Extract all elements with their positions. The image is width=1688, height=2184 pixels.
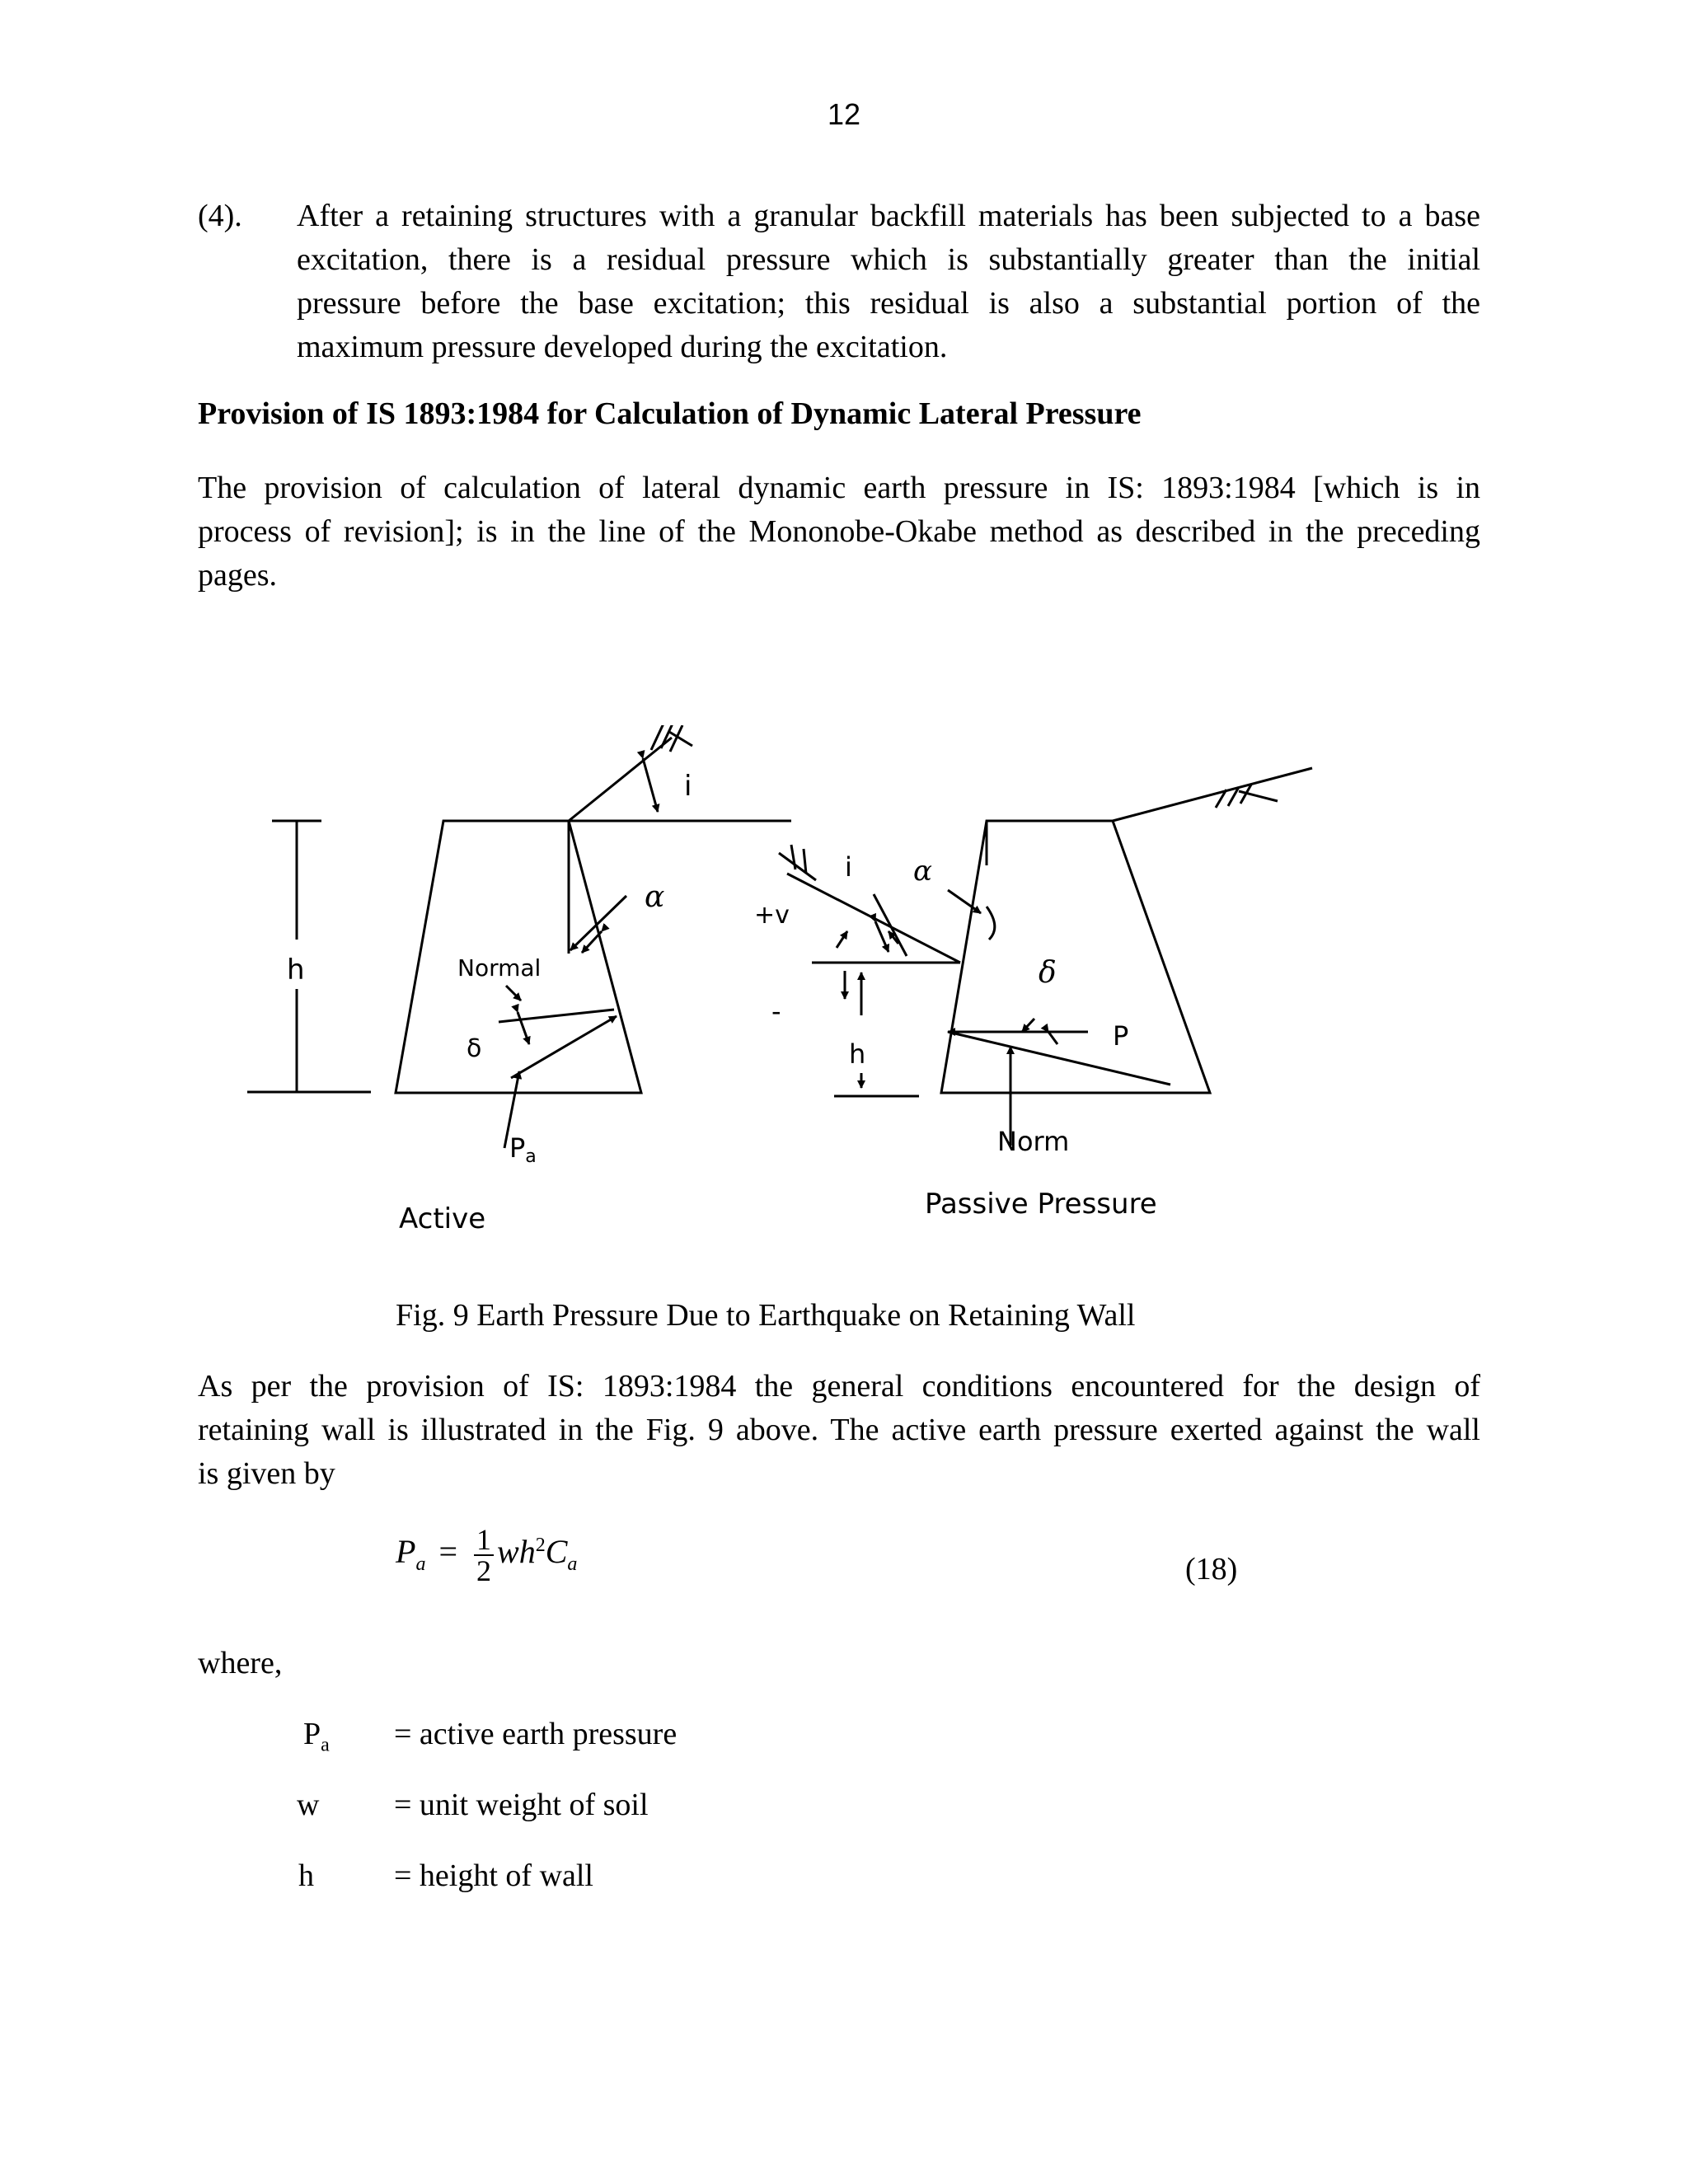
- passive-p-label: P: [1113, 1020, 1129, 1052]
- passive-h-label: h: [849, 1038, 866, 1070]
- passive-plus-v-label: +v: [754, 901, 790, 930]
- definition-text: = active earth pressure: [394, 1717, 678, 1751]
- pa-arrow: [511, 1016, 617, 1078]
- retaining-wall-figure: [0, 725, 1688, 1253]
- list-item-line: After a retaining structures with a granular backfill materials has been subjected to a base: [297, 199, 1480, 233]
- intro-paragraph: [198, 466, 1480, 598]
- paragraph-line: process of revision]; is in the line of the Mononobe-Okabe method as described in the preceding: [198, 514, 1480, 549]
- passive-delta-pointer: [1022, 1019, 1034, 1032]
- eq-lhs: P: [396, 1533, 416, 1571]
- passive-caption: Passive Pressure: [925, 1188, 1157, 1221]
- list-item-line: excitation, there is a residual pressure which is substantially greater than the initial: [297, 242, 1480, 277]
- eq-frac-num: 1: [474, 1525, 494, 1556]
- active-caption: Active: [399, 1202, 486, 1235]
- paragraph-2: [198, 1365, 1480, 1496]
- eq-c: C: [545, 1533, 568, 1571]
- paragraph-line: As per the provision of IS: 1893:1984 the general conditions encountered for the design of: [198, 1369, 1480, 1404]
- eq-h: h: [518, 1533, 536, 1571]
- passive-pointer-1: [837, 931, 847, 948]
- paragraph-line: is given by: [198, 1456, 335, 1491]
- page-number: 12: [827, 97, 861, 131]
- active-height-dimension: [247, 821, 371, 1092]
- passive-norm-label: Norm: [997, 1126, 1070, 1157]
- eq-c-sub: a: [567, 1554, 578, 1576]
- active-pa-label: Pa: [509, 1132, 537, 1167]
- eq-lhs-sub: a: [415, 1554, 426, 1576]
- paragraph-line: retaining wall is illustrated in the Fig. 9 above. The active earth pressure exerted against the wall: [198, 1413, 1480, 1447]
- list-item-line: maximum pressure developed during the excitation.: [297, 330, 948, 364]
- passive-ground-line: [787, 874, 960, 963]
- active-alpha-label: α: [645, 880, 665, 914]
- eq-equals: =: [438, 1533, 457, 1571]
- equation-number: (18): [1185, 1552, 1238, 1586]
- passive-minus-label: -: [771, 996, 781, 1027]
- paragraph-line: The provision of calculation of lateral dynamic earth pressure in IS: 1893:1984 [which is in: [198, 471, 1480, 505]
- where-label: where,: [198, 1646, 283, 1680]
- active-h-label: h: [287, 954, 305, 987]
- passive-hatch: [1216, 785, 1278, 808]
- passive-alpha-arc: [987, 907, 995, 940]
- passive-alpha-label: α: [913, 855, 932, 888]
- equation-18: [396, 1525, 577, 1586]
- passive-plane-line: [874, 894, 907, 956]
- list-item-line: pressure before the base excitation; this residual is also a substantial portion of the: [297, 286, 1480, 321]
- normal-line: [499, 1010, 614, 1022]
- active-i-label: i: [684, 770, 692, 803]
- passive-pressure-line: [948, 1032, 1170, 1085]
- definition-text: = unit weight of soil: [394, 1788, 649, 1822]
- active-delta-label: δ: [467, 1034, 482, 1063]
- passive-i-label: i: [845, 851, 852, 883]
- list-item-text: [297, 194, 1480, 369]
- figure-caption: Fig. 9 Earth Pressure Due to Earthquake on Retaining Wall: [396, 1298, 1136, 1333]
- alpha-pointer-arrow: [570, 896, 626, 950]
- normal-pointer-arrow: [506, 986, 521, 1001]
- passive-alpha-pointer: [948, 890, 981, 913]
- passive-delta-arrow: [1048, 1032, 1057, 1044]
- definition-text: = height of wall: [394, 1858, 593, 1893]
- definition-symbol: $P_a$: [303, 1717, 330, 1756]
- definition-symbol: w: [297, 1788, 320, 1822]
- eq-fraction: [474, 1525, 494, 1586]
- active-normal-label: Normal: [457, 954, 542, 982]
- paragraph-line: pages.: [198, 558, 278, 593]
- passive-ground-hatch: [779, 845, 816, 880]
- passive-delta-label: δ: [1039, 956, 1057, 990]
- eq-frac-den: 2: [476, 1554, 491, 1587]
- eq-h-sup: 2: [535, 1534, 546, 1556]
- definition-symbol: h: [298, 1858, 314, 1893]
- list-item-marker: (4).: [198, 199, 242, 233]
- delta-angle-arrow: [518, 1012, 529, 1044]
- passive-backfill-slope: [1113, 768, 1312, 821]
- passive-wall: [941, 821, 1210, 1093]
- angle-i-arrow: [643, 758, 658, 812]
- eq-w: w: [497, 1533, 519, 1571]
- section-heading: Provision of IS 1893:1984 for Calculation of Dynamic Lateral Pressure: [198, 396, 1142, 431]
